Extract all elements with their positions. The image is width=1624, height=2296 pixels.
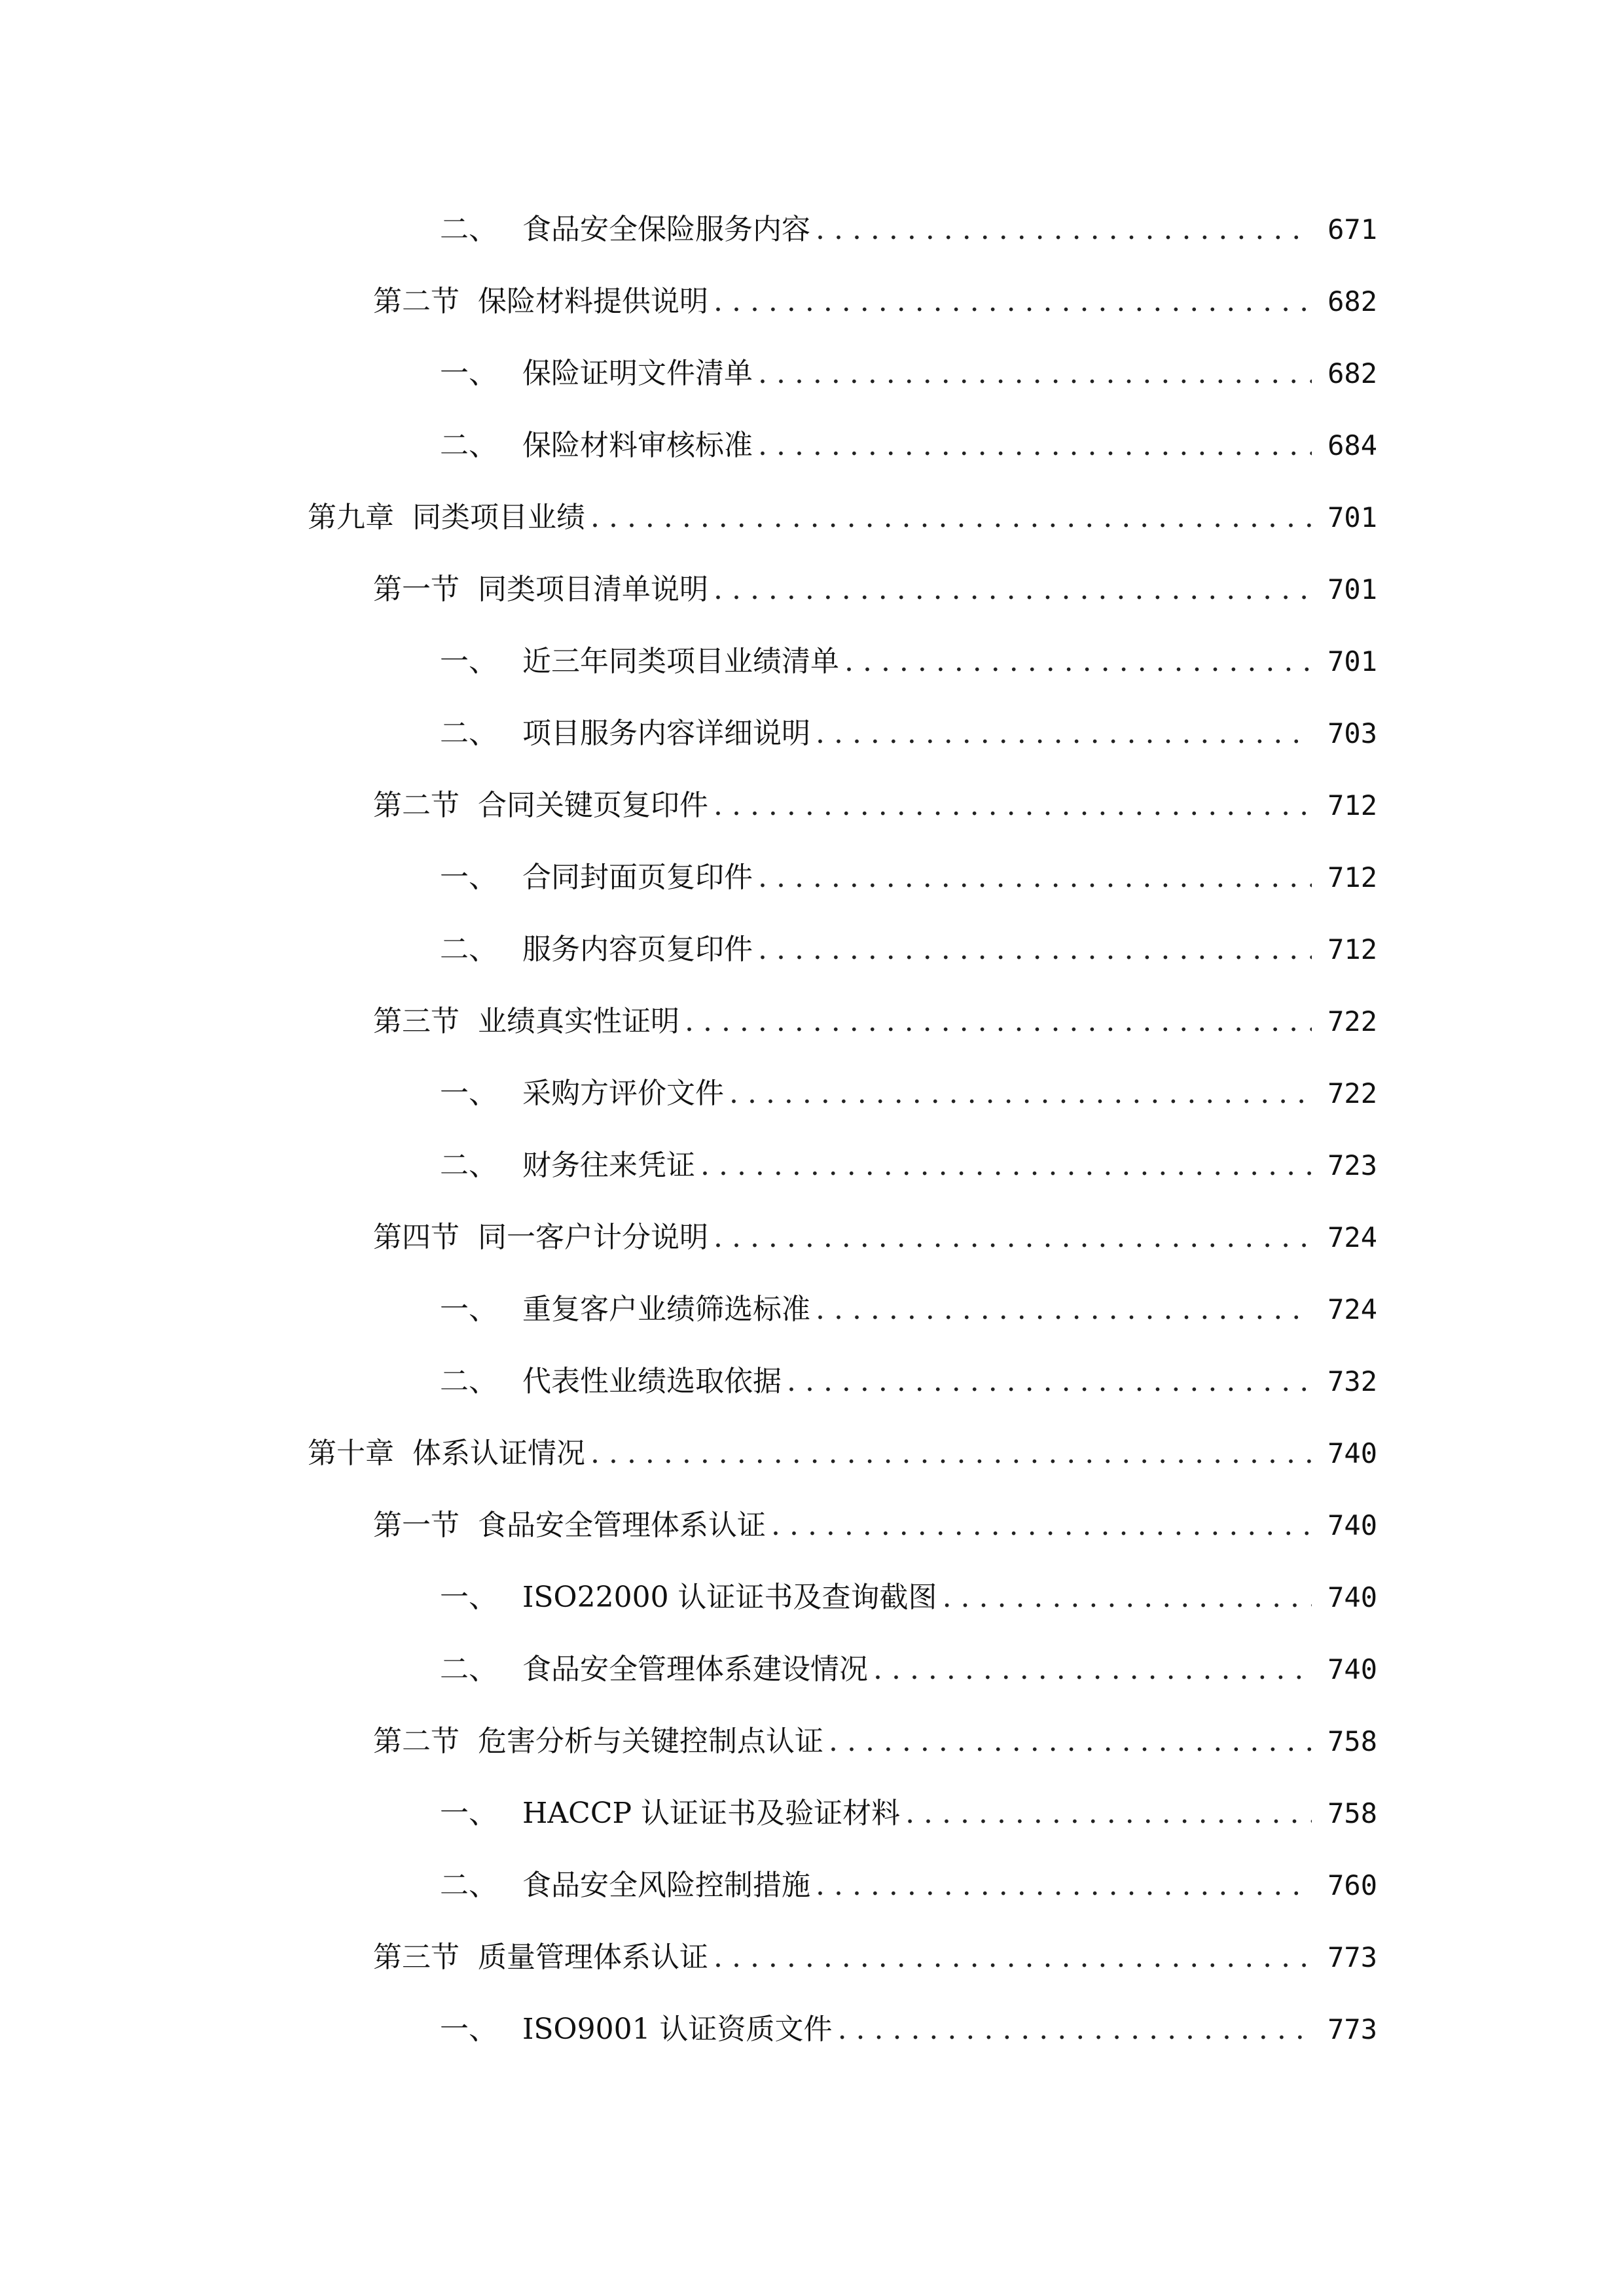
dot-leader: [758, 338, 1312, 410]
dot-leader: [844, 626, 1312, 698]
toc-entry-label: [440, 1994, 833, 2066]
toc-entry-number: 二、: [440, 1149, 497, 1182]
toc-entry-number: 一、: [440, 357, 497, 390]
toc-entry-title: 业绩真实性证明: [478, 1005, 679, 1038]
toc-entry-number: 二、: [440, 933, 497, 966]
toc-entry[interactable]: [0, 1490, 1624, 1562]
toc-entry[interactable]: [0, 1130, 1624, 1202]
toc-entry-label: [373, 1490, 766, 1562]
toc-entry[interactable]: [0, 1418, 1624, 1490]
toc-entry-page-number: 701: [1327, 501, 1377, 533]
toc-entry-number: 一、: [440, 645, 497, 678]
toc-entry-title: 食品安全保险服务内容: [522, 213, 810, 246]
toc-entry-title: 同一客户计分说明: [478, 1221, 708, 1254]
toc-entry-number: 第九章: [308, 501, 394, 534]
toc-entry[interactable]: [0, 1634, 1624, 1706]
dot-leader: [771, 1490, 1312, 1562]
toc-entry-label: [373, 266, 708, 338]
toc-entry[interactable]: [0, 1562, 1624, 1634]
dot-leader: [590, 1418, 1312, 1490]
toc-entry-page-number: 724: [1327, 1293, 1377, 1325]
toc-entry-label: [373, 554, 708, 626]
toc-entry-label: [440, 1130, 695, 1202]
dot-leader: [829, 1706, 1312, 1778]
toc-entry-title: 质量管理体系认证: [478, 1941, 708, 1974]
toc-entry-page-number: 722: [1327, 1077, 1377, 1109]
toc-entry-number: 第一节: [373, 1509, 460, 1542]
toc-entry-number: 一、: [440, 1581, 497, 1614]
toc-entry-title: 食品安全管理体系认证: [478, 1509, 766, 1542]
toc-entry-title: 服务内容页复印件: [522, 933, 753, 966]
toc-entry[interactable]: [0, 266, 1624, 338]
toc-entry-page-number: 701: [1327, 573, 1377, 605]
toc-entry-title: 合同关键页复印件: [478, 789, 708, 822]
toc-entry-title: 重复客户业绩筛选标准: [522, 1293, 810, 1326]
dot-leader: [758, 410, 1312, 482]
toc-entry[interactable]: [0, 1778, 1624, 1850]
toc-entry-page-number: 712: [1327, 789, 1377, 821]
toc-entry-page-number: 701: [1327, 645, 1377, 677]
toc-entry[interactable]: [0, 770, 1624, 842]
toc-entry-number: 第二节: [373, 789, 460, 822]
toc-entry-page-number: 671: [1327, 213, 1377, 245]
toc-entry-label: [373, 770, 708, 842]
toc-entry-number: 二、: [440, 213, 497, 246]
toc-entry-title: 同类项目业绩: [412, 501, 585, 534]
toc-entry[interactable]: [0, 410, 1624, 482]
toc-entry[interactable]: [0, 1706, 1624, 1778]
toc-entry-page-number: 722: [1327, 1005, 1377, 1037]
toc-entry-page-number: 740: [1327, 1581, 1377, 1613]
toc-entry-label: [373, 986, 679, 1058]
toc-entry-page-number: 703: [1327, 717, 1377, 749]
dot-leader: [873, 1634, 1312, 1706]
toc-entry-title: 同类项目清单说明: [478, 573, 708, 606]
toc-entry-label: [440, 842, 753, 914]
toc-entry-number: 第一节: [373, 573, 460, 606]
toc-entry-number: 一、: [440, 2013, 497, 2046]
toc-entry[interactable]: [0, 1994, 1624, 2066]
toc-entry-page-number: 740: [1327, 1509, 1377, 1541]
dot-leader: [700, 1130, 1312, 1202]
dot-leader: [838, 1994, 1312, 2066]
toc-entry-page-number: 740: [1327, 1437, 1377, 1469]
dot-leader: [713, 1202, 1312, 1274]
toc-entry-title: 项目服务内容详细说明: [522, 717, 810, 750]
toc-entry-title: 近三年同类项目业绩清单: [522, 645, 839, 678]
toc-entry-page-number: 684: [1327, 429, 1377, 461]
toc-entry-label: [440, 1058, 724, 1130]
toc-entry[interactable]: [0, 1346, 1624, 1418]
toc-entry[interactable]: [0, 842, 1624, 914]
toc-entry-number: 第三节: [373, 1005, 460, 1038]
toc-entry-page-number: 682: [1327, 285, 1377, 317]
toc-entry[interactable]: [0, 698, 1624, 770]
toc-entry-number: 二、: [440, 429, 497, 462]
toc-entry-number: 一、: [440, 1293, 497, 1326]
toc-entry-number: 第二节: [373, 1725, 460, 1758]
toc-entry[interactable]: [0, 338, 1624, 410]
toc-entry-label: [373, 1922, 708, 1994]
toc-entry-page-number: 773: [1327, 1941, 1377, 1973]
toc-entry-page-number: 773: [1327, 2013, 1377, 2045]
toc-entry-title: 采购方评价文件: [522, 1077, 724, 1110]
toc-entry-page-number: 682: [1327, 357, 1377, 389]
toc-entry-title: 食品安全管理体系建设情况: [522, 1653, 868, 1686]
dot-leader: [729, 1058, 1312, 1130]
toc-entry-number: 第三节: [373, 1941, 460, 1974]
toc-entry-title: 危害分析与关键控制点认证: [478, 1725, 823, 1758]
toc-entry-label: [373, 1202, 708, 1274]
table-of-contents: [0, 194, 1624, 2066]
toc-entry-title: 保险材料提供说明: [478, 285, 708, 318]
toc-entry-page-number: 758: [1327, 1797, 1377, 1829]
toc-entry-label: [308, 1418, 585, 1490]
toc-entry[interactable]: [0, 1202, 1624, 1274]
toc-entry-number: 第二节: [373, 285, 460, 318]
dot-leader: [758, 842, 1312, 914]
toc-entry[interactable]: [0, 1922, 1624, 1994]
toc-entry[interactable]: [0, 626, 1624, 698]
toc-entry-number: 二、: [440, 1869, 497, 1902]
dot-leader: [816, 698, 1312, 770]
toc-entry-number: 二、: [440, 717, 497, 750]
toc-entry-page-number: 724: [1327, 1221, 1377, 1253]
dot-leader: [590, 482, 1312, 554]
toc-entry-number: 第十章: [308, 1437, 394, 1470]
toc-entry-title: ISO22000 认证证书及查询截图: [522, 1581, 937, 1614]
toc-entry-number: 一、: [440, 1077, 497, 1110]
dot-leader: [713, 554, 1312, 626]
dot-leader: [943, 1562, 1312, 1634]
dot-leader: [905, 1778, 1312, 1850]
toc-entry-label: [440, 626, 839, 698]
dot-leader: [758, 914, 1312, 986]
dot-leader: [816, 1850, 1312, 1922]
toc-entry-label: [440, 1346, 782, 1418]
toc-entry[interactable]: [0, 194, 1624, 266]
dot-leader: [787, 1346, 1312, 1418]
toc-entry-number: 二、: [440, 1365, 497, 1398]
toc-entry-label: [373, 1706, 823, 1778]
dot-leader: [713, 266, 1312, 338]
toc-entry-label: [440, 1850, 810, 1922]
dot-leader: [685, 986, 1312, 1058]
dot-leader: [713, 1922, 1312, 1994]
toc-entry-title: HACCP 认证证书及验证材料: [522, 1797, 901, 1830]
toc-entry-page-number: 712: [1327, 933, 1377, 965]
toc-entry[interactable]: [0, 1274, 1624, 1346]
dot-leader: [816, 1274, 1312, 1346]
toc-entry-page-number: 740: [1327, 1653, 1377, 1685]
toc-entry-page-number: 760: [1327, 1869, 1377, 1901]
dot-leader: [713, 770, 1312, 842]
toc-entry-number: 一、: [440, 1797, 497, 1830]
toc-entry[interactable]: [0, 986, 1624, 1058]
toc-entry-label: [440, 1778, 900, 1850]
toc-entry-title: 保险材料审核标准: [522, 429, 753, 462]
toc-entry-title: 财务往来凭证: [522, 1149, 695, 1182]
toc-entry-title: 食品安全风险控制措施: [522, 1869, 810, 1902]
toc-entry-number: 第四节: [373, 1221, 460, 1254]
toc-entry-number: 二、: [440, 1653, 497, 1686]
toc-entry-title: 体系认证情况: [412, 1437, 585, 1470]
toc-entry-label: [440, 410, 753, 482]
toc-entry-title: 保险证明文件清单: [522, 357, 753, 390]
toc-entry[interactable]: [0, 554, 1624, 626]
toc-entry-label: [440, 698, 810, 770]
toc-entry-number: 一、: [440, 861, 497, 894]
toc-entry-page-number: 723: [1327, 1149, 1377, 1181]
toc-entry[interactable]: [0, 1058, 1624, 1130]
toc-entry[interactable]: [0, 482, 1624, 554]
toc-entry-label: [440, 1562, 937, 1634]
toc-entry-label: [440, 1274, 810, 1346]
toc-entry[interactable]: [0, 914, 1624, 986]
toc-entry-label: [440, 338, 753, 410]
toc-entry-title: ISO9001 认证资质文件: [522, 2013, 833, 2046]
toc-entry-page-number: 712: [1327, 861, 1377, 893]
toc-entry-label: [308, 482, 585, 554]
dot-leader: [816, 194, 1312, 266]
toc-entry[interactable]: [0, 1850, 1624, 1922]
toc-entry-label: [440, 1634, 868, 1706]
toc-entry-label: [440, 194, 810, 266]
toc-entry-page-number: 758: [1327, 1725, 1377, 1757]
toc-entry-title: 代表性业绩选取依据: [522, 1365, 782, 1398]
toc-entry-label: [440, 914, 753, 986]
toc-entry-page-number: 732: [1327, 1365, 1377, 1397]
toc-entry-title: 合同封面页复印件: [522, 861, 753, 894]
